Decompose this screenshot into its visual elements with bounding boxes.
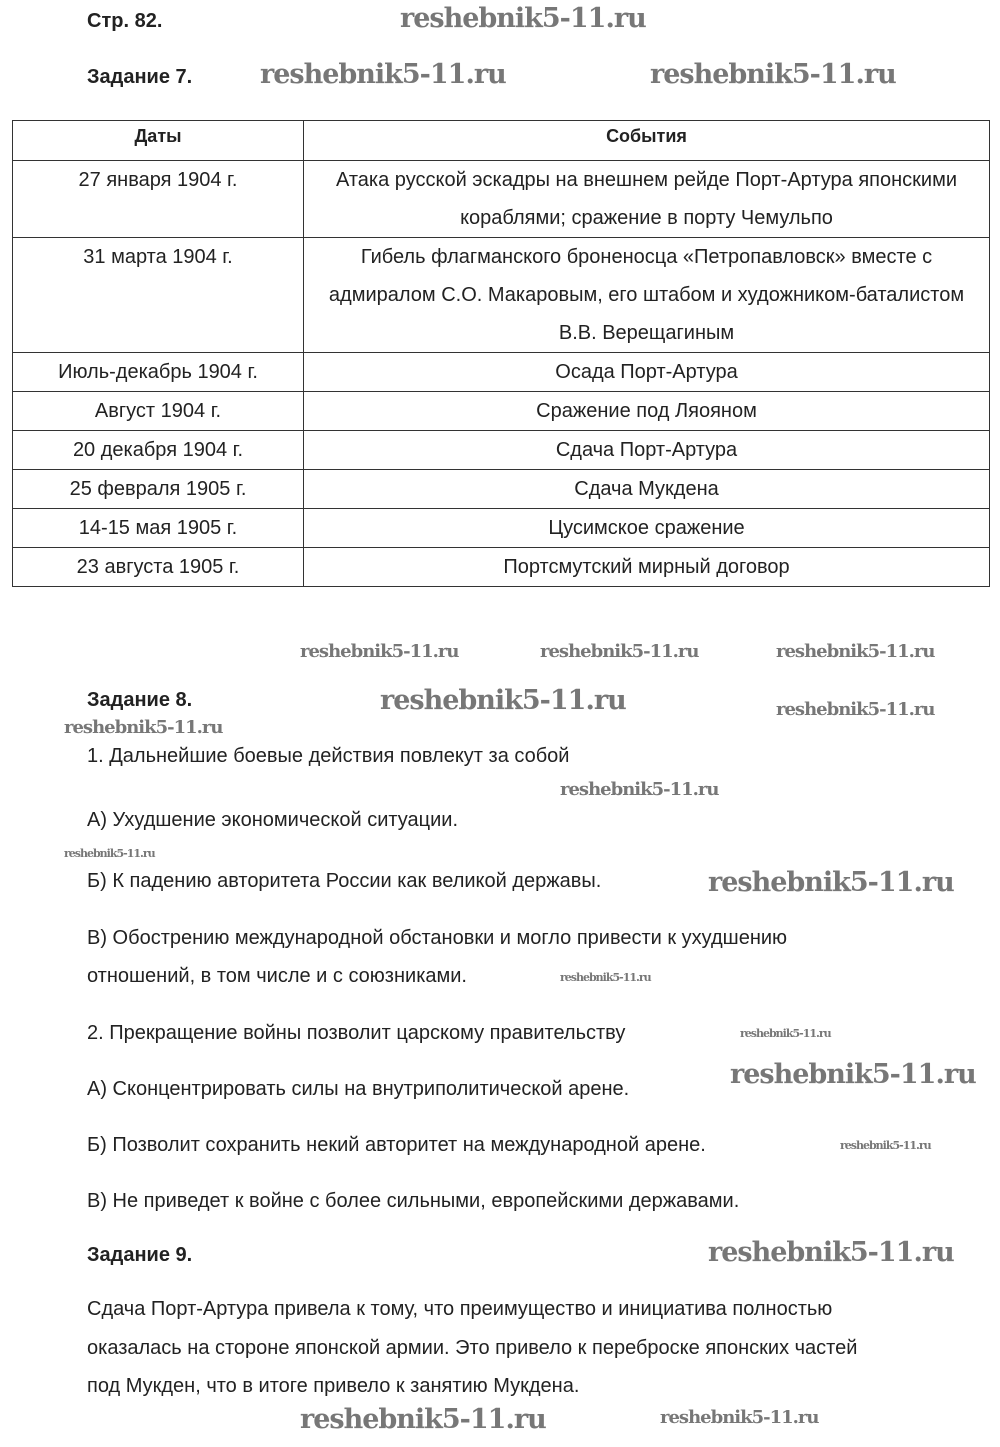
task8-line: Б) Позволит сохранить некий авторитет на международной арене.	[87, 1134, 706, 1156]
task8-title: Задание 8.	[87, 689, 193, 711]
task8-line: 2. Прекращение войны позволит царскому правительству	[87, 1022, 626, 1044]
date-cell: 31 марта 1904 г.	[13, 238, 304, 353]
table-row	[13, 353, 990, 392]
table-row	[13, 470, 990, 509]
table-header	[13, 121, 990, 161]
watermark: reshebnik5-11.ru	[540, 641, 699, 662]
task9-line: оказалась на стороне японской армии. Это привело к переброске японских частей	[87, 1337, 858, 1359]
watermark: reshebnik5-11.ru	[400, 3, 646, 34]
task8-line: В) Обострению международной обстановки и могло привести к ухудшению	[87, 927, 788, 949]
header-events: События	[304, 121, 990, 161]
watermark: reshebnik5-11.ru	[300, 641, 459, 662]
watermark: reshebnik5-11.ru	[560, 971, 651, 984]
task9-line: под Мукден, что в итоге привело к занятию Мукдена.	[87, 1375, 580, 1397]
event-cell: Портсмутский мирный договор	[304, 548, 990, 587]
watermark: reshebnik5-11.ru	[708, 1237, 954, 1268]
task7-title: Задание 7.	[87, 66, 193, 88]
date-cell: 25 февраля 1905 г.	[13, 470, 304, 509]
watermark: reshebnik5-11.ru	[708, 867, 954, 898]
watermark: reshebnik5-11.ru	[64, 847, 155, 860]
event-cell: Цусимское сражение	[304, 509, 990, 548]
watermark: reshebnik5-11.ru	[560, 779, 719, 800]
task9-title: Задание 9.	[87, 1244, 193, 1266]
task8-line: А) Ухудшение экономической ситуации.	[87, 809, 459, 831]
watermark: reshebnik5-11.ru	[740, 1027, 831, 1040]
task8-line: А) Сконцентрировать силы на внутриполитической арене.	[87, 1078, 630, 1100]
watermark: reshebnik5-11.ru	[64, 717, 223, 738]
event-cell: Сдача Мукдена	[304, 470, 990, 509]
dates-events-table	[12, 120, 990, 587]
event-cell: Гибель флагманского броненосца «Петропавловск» вместе с адмиралом С.О. Макаровым, его штабом и художником-баталистом В.В. Верещагиным	[304, 238, 990, 353]
date-cell: Июль-декабрь 1904 г.	[13, 353, 304, 392]
watermark: reshebnik5-11.ru	[776, 641, 935, 662]
date-cell: 23 августа 1905 г.	[13, 548, 304, 587]
task8-line: Б) К падению авторитета России как великой державы.	[87, 870, 602, 892]
event-cell: Сражение под Ляояном	[304, 392, 990, 431]
watermark: reshebnik5-11.ru	[650, 59, 896, 90]
table-row	[13, 431, 990, 470]
table-row	[13, 509, 990, 548]
date-cell: 20 декабря 1904 г.	[13, 431, 304, 470]
table-row	[13, 392, 990, 431]
watermark: reshebnik5-11.ru	[260, 59, 506, 90]
date-cell: 27 января 1904 г.	[13, 161, 304, 238]
table-row	[13, 548, 990, 587]
event-cell: Атака русской эскадры на внешнем рейде Порт-Артура японскими кораблями; сражение в порту Чемульпо	[304, 161, 990, 238]
date-cell: Август 1904 г.	[13, 392, 304, 431]
task9-line: Сдача Порт-Артура привела к тому, что преимущество и инициатива полностью	[87, 1298, 833, 1320]
task8-line: 1. Дальнейшие боевые действия повлекут за собой	[87, 745, 570, 767]
watermark: reshebnik5-11.ru	[776, 699, 935, 720]
table-row	[13, 161, 990, 238]
date-cell: 14-15 мая 1905 г.	[13, 509, 304, 548]
table-row	[13, 238, 990, 353]
watermark: reshebnik5-11.ru	[300, 1404, 546, 1435]
watermark: reshebnik5-11.ru	[730, 1059, 976, 1090]
watermark: reshebnik5-11.ru	[840, 1139, 931, 1152]
watermark: reshebnik5-11.ru	[380, 685, 626, 716]
event-cell: Сдача Порт-Артура	[304, 431, 990, 470]
watermark: reshebnik5-11.ru	[660, 1407, 819, 1428]
header-dates: Даты	[13, 121, 304, 161]
event-cell: Осада Порт-Артура	[304, 353, 990, 392]
task8-line: отношений, в том числе и с союзниками.	[87, 965, 467, 987]
page-label: Стр. 82.	[87, 10, 163, 32]
task8-line: В) Не приведет к войне с более сильными, европейскими державами.	[87, 1190, 740, 1212]
